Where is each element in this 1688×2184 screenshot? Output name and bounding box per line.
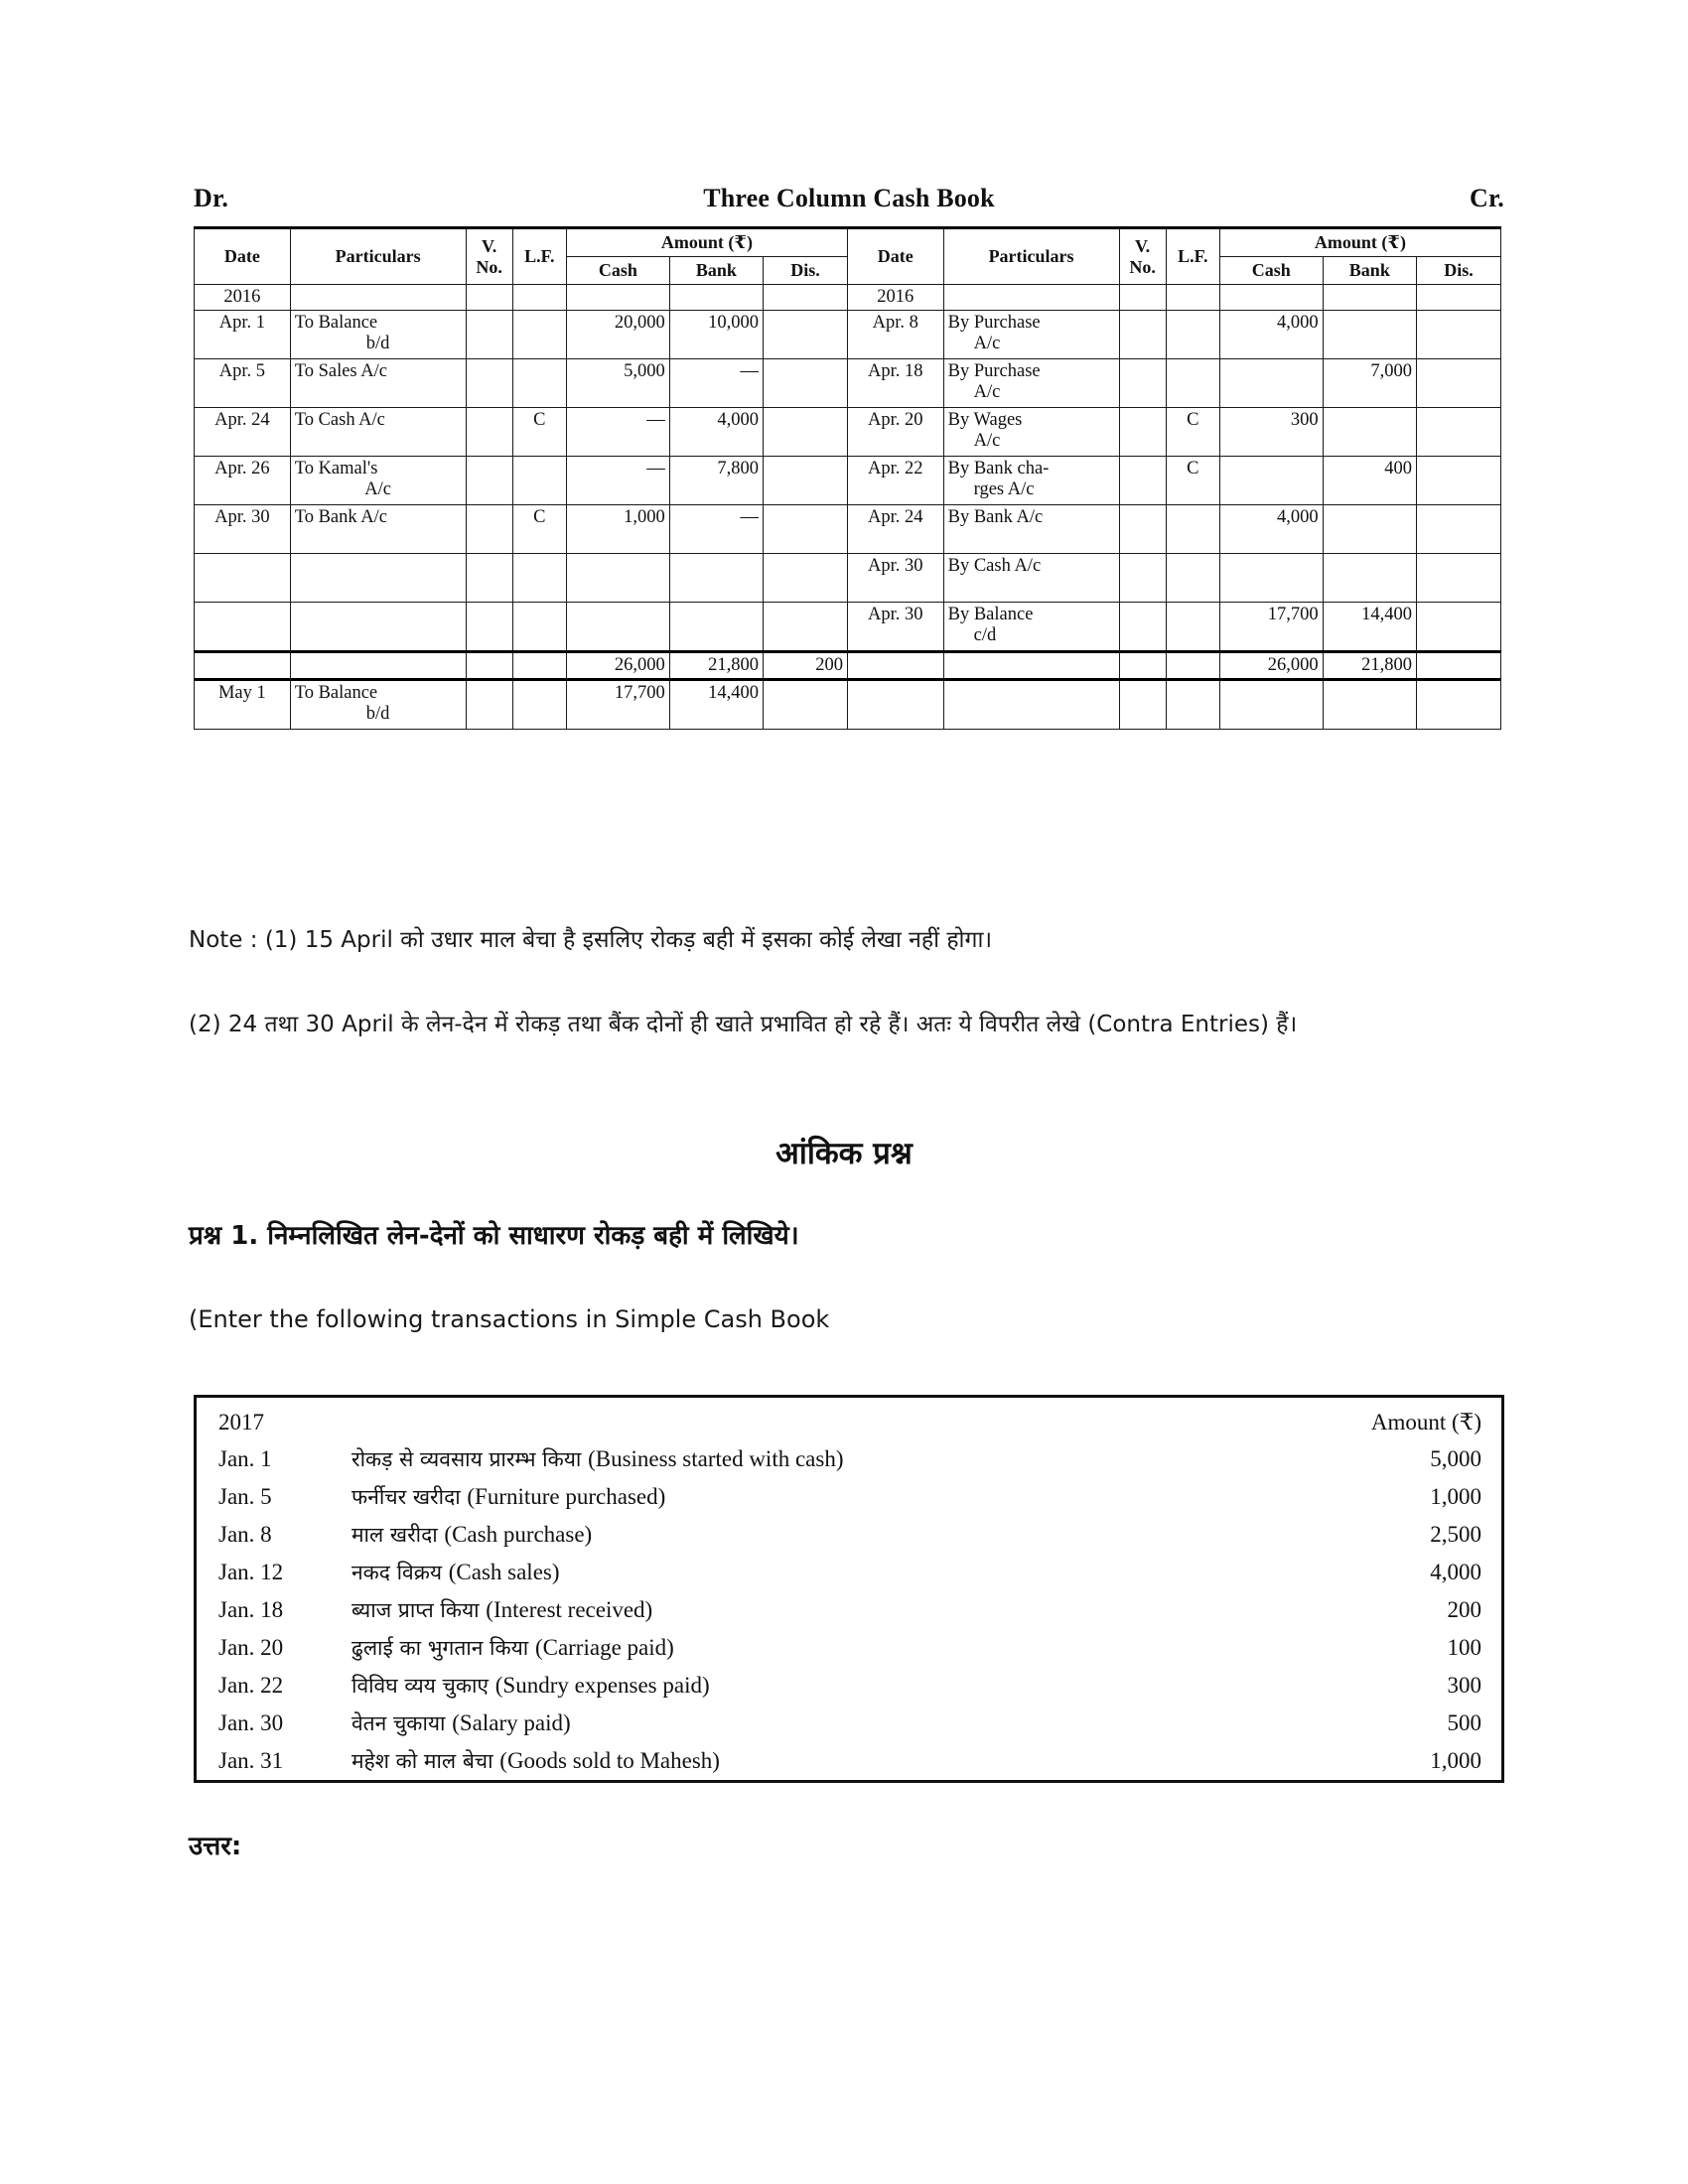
cr-bank: 7,000	[1323, 359, 1416, 408]
credit-year: 2016	[847, 285, 943, 311]
header-dis-cr: Dis.	[1416, 257, 1500, 285]
txn-desc-hi: ढुलाई का भुगतान किया	[352, 1636, 529, 1660]
table-row	[195, 603, 1501, 652]
dr-date: Apr. 5	[195, 359, 291, 408]
dr-bank: —	[669, 359, 763, 408]
cr-particulars-l2: A/c	[973, 431, 1001, 451]
carry-bank-cr	[1323, 680, 1416, 730]
list-item	[196, 1629, 1503, 1667]
cr-date: Apr. 22	[847, 457, 943, 505]
dr-particulars	[290, 359, 466, 408]
txn-amount-header: Amount (₹)	[1370, 1410, 1481, 1434]
txn-description	[350, 1516, 1281, 1554]
question-1-english: (Enter the following transactions in Simple Cash Book	[189, 1305, 830, 1333]
cr-dis	[1416, 603, 1500, 652]
cr-particulars-l1: By Purchase	[947, 361, 1041, 381]
cr-lf: C	[1166, 408, 1219, 457]
list-item	[196, 1440, 1503, 1478]
list-item	[196, 1742, 1503, 1782]
table-header-row-1	[195, 228, 1501, 257]
txn-date: Jan. 18	[218, 1597, 284, 1622]
total-lf-cr	[1166, 652, 1219, 680]
dr-vno	[466, 457, 512, 505]
dr-lf-empty	[512, 603, 566, 652]
dr-vno	[466, 408, 512, 457]
dr-lf	[512, 311, 566, 359]
txn-year-label: 2017	[218, 1410, 264, 1434]
table-row	[195, 505, 1501, 554]
cr-bank: 400	[1323, 457, 1416, 505]
txn-description	[350, 1478, 1281, 1516]
dr-date: Apr. 1	[195, 311, 291, 359]
txn-desc-hi: विविघ व्यय चुकाए	[352, 1674, 490, 1698]
table-row	[195, 457, 1501, 505]
header-amount-dr: Amount (₹)	[566, 228, 847, 257]
cr-particulars-l1: By Balance	[947, 605, 1034, 624]
txn-date: Jan. 12	[218, 1560, 284, 1584]
header-amount-cr: Amount (₹)	[1219, 228, 1500, 257]
carry-lf-cr	[1166, 680, 1219, 730]
cr-vno	[1119, 457, 1166, 505]
txn-date: Jan. 22	[218, 1673, 284, 1698]
cr-lf	[1166, 603, 1219, 652]
dr-cash-empty	[566, 603, 669, 652]
total-dis-cr	[1416, 652, 1500, 680]
dr-bank-empty	[669, 554, 763, 603]
cr-particulars-l1: By Purchase	[947, 313, 1041, 333]
txn-desc-en: (Sundry expenses paid)	[494, 1673, 710, 1698]
header-vno-line2: No.	[476, 256, 502, 277]
txn-amount: 1,000	[1430, 1484, 1481, 1509]
carry-particulars	[290, 680, 466, 730]
txn-description	[350, 1742, 1281, 1782]
cr-date: Apr. 18	[847, 359, 943, 408]
dr-particulars-l2: b/d	[365, 334, 390, 353]
header-cash-dr: Cash	[566, 257, 669, 285]
header-lf-dr: L.F.	[512, 228, 566, 285]
txn-desc-hi: वेतन चुकाया	[352, 1711, 446, 1735]
cr-lf	[1166, 554, 1219, 603]
dr-date-empty	[195, 603, 291, 652]
cr-date: Apr. 30	[847, 554, 943, 603]
txn-desc-hi: ब्याज प्राप्त किया	[352, 1598, 480, 1622]
carry-cash: 17,700	[566, 680, 669, 730]
dr-bank-empty	[669, 603, 763, 652]
cr-particulars-l2: A/c	[973, 334, 1001, 353]
carry-date: May 1	[195, 680, 291, 730]
header-vno-cr-line2: No.	[1129, 256, 1156, 277]
txn-desc-en: (Business started with cash)	[588, 1446, 844, 1471]
list-item	[196, 1667, 1503, 1705]
question-1-text: प्रश्न 1. निम्नलिखित लेन-देनों को साधारण रोकड़ बही में लिखिये।	[189, 1221, 799, 1251]
header-date-dr: Date	[195, 228, 291, 285]
cr-particulars	[943, 505, 1119, 554]
credit-year-vno	[1119, 285, 1166, 311]
list-item	[196, 1478, 1503, 1516]
carry-particulars-l2: b/d	[365, 704, 390, 724]
transactions-table	[194, 1395, 1504, 1783]
header-bank-cr: Bank	[1323, 257, 1416, 285]
txn-header-spacer	[350, 1397, 1281, 1441]
txn-desc-hi: महेश को माल बेचा	[352, 1749, 493, 1773]
cr-lf	[1166, 505, 1219, 554]
cash-book-heading	[194, 184, 1504, 213]
table-row	[195, 359, 1501, 408]
section-heading: आंकिक प्रश्न	[775, 1136, 913, 1171]
dr-particulars-l2: A/c	[364, 479, 391, 499]
dr-particulars-empty	[290, 603, 466, 652]
cr-dis	[1416, 505, 1500, 554]
cr-particulars	[943, 603, 1119, 652]
cr-cash: 4,000	[1219, 505, 1323, 554]
cr-particulars-l1: By Wages	[947, 410, 1023, 430]
txn-date: Jan. 20	[218, 1635, 284, 1660]
year-row	[195, 285, 1501, 311]
cr-bank: 14,400	[1323, 603, 1416, 652]
txn-amount: 2,500	[1430, 1522, 1481, 1547]
list-item	[196, 1591, 1503, 1629]
debit-year-bank	[669, 285, 763, 311]
dr-vno	[466, 359, 512, 408]
total-particulars-cr	[943, 652, 1119, 680]
header-lf-cr: L.F.	[1166, 228, 1219, 285]
header-vno-cr	[1119, 228, 1166, 285]
cr-dis	[1416, 457, 1500, 505]
cr-vno	[1119, 554, 1166, 603]
debit-year-dis	[764, 285, 848, 311]
dr-vno-empty	[466, 603, 512, 652]
credit-side-label: Cr.	[1469, 184, 1504, 212]
txn-date: Jan. 8	[218, 1522, 272, 1547]
cr-particulars-l1: By Bank A/c	[947, 507, 1044, 527]
total-cash-cr: 26,000	[1219, 652, 1323, 680]
cr-cash	[1219, 359, 1323, 408]
cr-vno	[1119, 359, 1166, 408]
dr-particulars-empty	[290, 554, 466, 603]
dr-date: Apr. 24	[195, 408, 291, 457]
dr-bank: 4,000	[669, 408, 763, 457]
cr-particulars-l1: By Cash A/c	[947, 556, 1042, 576]
header-vno-cr-line1: V.	[1134, 235, 1151, 256]
dr-cash: 5,000	[566, 359, 669, 408]
header-dis-dr: Dis.	[764, 257, 848, 285]
txn-amount: 5,000	[1430, 1446, 1481, 1471]
dr-dis	[764, 408, 848, 457]
txn-desc-hi: फर्नीचर खरीदा	[352, 1485, 461, 1509]
txn-desc-en: (Salary paid)	[452, 1710, 571, 1735]
cr-vno	[1119, 408, 1166, 457]
credit-year-lf	[1166, 285, 1219, 311]
txn-amount: 1,000	[1430, 1748, 1481, 1773]
total-lf-dr	[512, 652, 566, 680]
carry-vno	[466, 680, 512, 730]
dr-particulars	[290, 408, 466, 457]
dr-dis	[764, 505, 848, 554]
cr-particulars	[943, 457, 1119, 505]
three-column-cash-book-table	[194, 226, 1501, 730]
dr-cash-empty	[566, 554, 669, 603]
dr-date: Apr. 30	[195, 505, 291, 554]
total-dis-dr: 200	[764, 652, 848, 680]
carry-particulars-cr	[943, 680, 1119, 730]
list-item	[196, 1554, 1503, 1591]
note-line-1: Note : (1) 15 April को उधार माल बेचा है इसलिए रोकड़ बही में इसका कोई लेखा नहीं होगा।	[189, 927, 993, 953]
dr-particulars-l1: To Cash A/c	[294, 410, 385, 430]
dr-vno-empty	[466, 554, 512, 603]
txn-amount: 100	[1447, 1635, 1481, 1660]
cr-dis	[1416, 359, 1500, 408]
cr-cash	[1219, 457, 1323, 505]
carry-dis	[764, 680, 848, 730]
cr-cash: 300	[1219, 408, 1323, 457]
txn-description	[350, 1705, 1281, 1742]
table-row	[195, 311, 1501, 359]
dr-cash: 20,000	[566, 311, 669, 359]
cr-date: Apr. 24	[847, 505, 943, 554]
carry-dis-cr	[1416, 680, 1500, 730]
credit-year-cash	[1219, 285, 1323, 311]
cr-particulars	[943, 311, 1119, 359]
dr-lf	[512, 457, 566, 505]
header-particulars-dr: Particulars	[290, 228, 466, 285]
cr-date: Apr. 8	[847, 311, 943, 359]
cr-particulars	[943, 408, 1119, 457]
cr-cash: 17,700	[1219, 603, 1323, 652]
dr-particulars	[290, 311, 466, 359]
cr-bank	[1323, 554, 1416, 603]
cr-particulars	[943, 359, 1119, 408]
transactions-header-row	[196, 1397, 1503, 1441]
header-vno-line1: V.	[482, 235, 497, 256]
dr-dis-empty	[764, 603, 848, 652]
carry-vno-cr	[1119, 680, 1166, 730]
dr-date: Apr. 26	[195, 457, 291, 505]
carry-cash-cr	[1219, 680, 1323, 730]
debit-year-lf	[512, 285, 566, 311]
dr-lf-empty	[512, 554, 566, 603]
cr-lf	[1166, 359, 1219, 408]
carry-date-cr	[847, 680, 943, 730]
txn-description	[350, 1591, 1281, 1629]
cr-particulars	[943, 554, 1119, 603]
header-particulars-cr: Particulars	[943, 228, 1119, 285]
carry-bank: 14,400	[669, 680, 763, 730]
dr-particulars	[290, 505, 466, 554]
transactions-body	[196, 1397, 1503, 1782]
txn-desc-hi: माल खरीदा	[352, 1523, 438, 1547]
total-bank-dr: 21,800	[669, 652, 763, 680]
dr-particulars-l1: To Balance	[294, 313, 378, 333]
cr-dis	[1416, 554, 1500, 603]
cr-date: Apr. 20	[847, 408, 943, 457]
dr-particulars-l1: To Kamal's	[294, 459, 378, 478]
balance-carry-row	[195, 680, 1501, 730]
txn-description	[350, 1554, 1281, 1591]
cash-book-body	[195, 285, 1501, 730]
debit-year: 2016	[195, 285, 291, 311]
txn-desc-hi: रोकड़ से व्यवसाय प्रारम्भ किया	[352, 1447, 582, 1471]
dr-bank: 10,000	[669, 311, 763, 359]
total-vno-cr	[1119, 652, 1166, 680]
total-date-dr	[195, 652, 291, 680]
txn-desc-en: (Carriage paid)	[534, 1635, 674, 1660]
txn-desc-en: (Cash purchase)	[444, 1522, 593, 1547]
cr-lf: C	[1166, 457, 1219, 505]
txn-desc-en: (Cash sales)	[448, 1560, 560, 1584]
debit-year-particulars	[290, 285, 466, 311]
dr-cash: —	[566, 457, 669, 505]
total-particulars-dr	[290, 652, 466, 680]
txn-description	[350, 1667, 1281, 1705]
txn-amount: 4,000	[1430, 1560, 1481, 1584]
dr-cash: 1,000	[566, 505, 669, 554]
txn-date: Jan. 1	[218, 1446, 272, 1471]
dr-vno	[466, 505, 512, 554]
dr-particulars-l1: To Sales A/c	[294, 361, 387, 381]
txn-desc-en: (Furniture purchased)	[467, 1484, 666, 1509]
dr-vno	[466, 311, 512, 359]
dr-date-empty	[195, 554, 291, 603]
dr-bank: 7,800	[669, 457, 763, 505]
dr-dis	[764, 311, 848, 359]
debit-side-label: Dr.	[194, 184, 229, 212]
cr-dis	[1416, 311, 1500, 359]
credit-year-dis	[1416, 285, 1500, 311]
txn-amount: 500	[1447, 1710, 1481, 1735]
cr-vno	[1119, 311, 1166, 359]
note-line-2: (2) 24 तथा 30 April के लेन-देन में रोकड़ तथा बैंक दोनों ही खाते प्रभावित हो रहे हैं। अतः ये विपरीत लेखे (Contra Entries) हैं।	[189, 1012, 1298, 1037]
cr-cash: 4,000	[1219, 311, 1323, 359]
dr-particulars	[290, 457, 466, 505]
cash-book-title: Three Column Cash Book	[703, 184, 995, 212]
cr-particulars-l2: A/c	[973, 382, 1001, 402]
txn-description	[350, 1440, 1281, 1478]
txn-description	[350, 1629, 1281, 1667]
dr-particulars-l1: To Bank A/c	[294, 507, 387, 527]
cr-particulars-l2: c/d	[973, 625, 997, 645]
debit-year-vno	[466, 285, 512, 311]
txn-desc-en: (Interest received)	[486, 1597, 653, 1622]
dr-dis	[764, 359, 848, 408]
dr-bank: —	[669, 505, 763, 554]
dr-dis	[764, 457, 848, 505]
cr-bank	[1323, 408, 1416, 457]
txn-desc-hi: नकद विक्रय	[352, 1561, 443, 1584]
cr-particulars-l1: By Bank cha-	[947, 459, 1050, 478]
txn-date: Jan. 30	[218, 1710, 284, 1735]
cr-cash	[1219, 554, 1323, 603]
txn-amount: 300	[1447, 1673, 1481, 1698]
txn-desc-en: (Goods sold to Mahesh)	[499, 1748, 720, 1773]
total-vno-dr	[466, 652, 512, 680]
dr-lf: C	[512, 408, 566, 457]
dr-lf	[512, 359, 566, 408]
header-cash-cr: Cash	[1219, 257, 1323, 285]
dr-lf: C	[512, 505, 566, 554]
list-item	[196, 1705, 1503, 1742]
debit-year-cash	[566, 285, 669, 311]
dr-cash: —	[566, 408, 669, 457]
credit-year-bank	[1323, 285, 1416, 311]
cr-particulars-l2: rges A/c	[973, 479, 1035, 499]
total-date-cr	[847, 652, 943, 680]
txn-amount: 200	[1447, 1597, 1481, 1622]
cr-lf	[1166, 311, 1219, 359]
credit-year-particulars	[943, 285, 1119, 311]
txn-date: Jan. 31	[218, 1748, 284, 1773]
carry-lf	[512, 680, 566, 730]
header-bank-dr: Bank	[669, 257, 763, 285]
cr-date: Apr. 30	[847, 603, 943, 652]
header-vno-dr	[466, 228, 512, 285]
list-item	[196, 1516, 1503, 1554]
cr-vno	[1119, 603, 1166, 652]
cr-bank	[1323, 311, 1416, 359]
dr-dis-empty	[764, 554, 848, 603]
total-cash-dr: 26,000	[566, 652, 669, 680]
table-row	[195, 554, 1501, 603]
cr-vno	[1119, 505, 1166, 554]
header-date-cr: Date	[847, 228, 943, 285]
total-bank-cr: 21,800	[1323, 652, 1416, 680]
table-row	[195, 408, 1501, 457]
cr-bank	[1323, 505, 1416, 554]
totals-row	[195, 652, 1501, 680]
carry-particulars-l1: To Balance	[294, 683, 378, 703]
cr-dis	[1416, 408, 1500, 457]
txn-date: Jan. 5	[218, 1484, 272, 1509]
answer-label: उत्तर:	[189, 1832, 242, 1861]
